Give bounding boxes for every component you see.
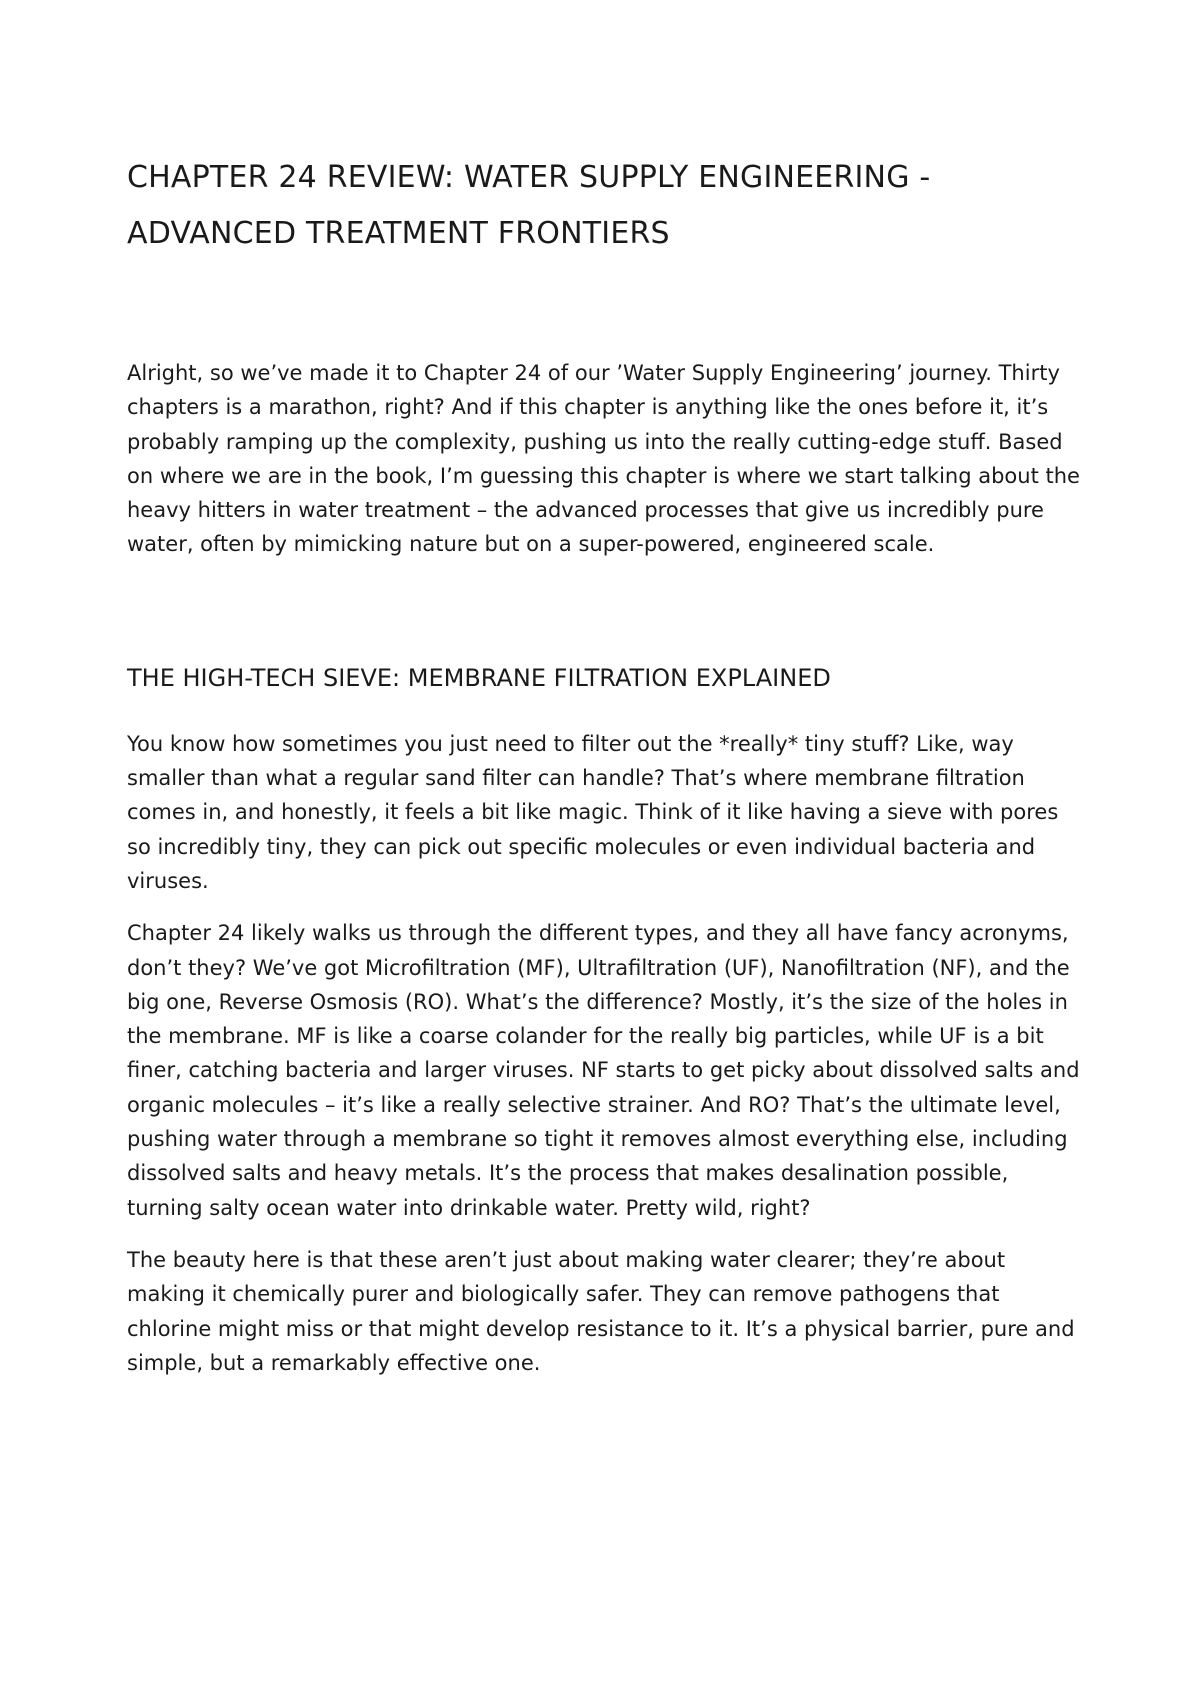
body-paragraph: The beauty here is that these aren’t just about making water clearer; they’re about making it chemically purer and biologically safer. They can remove pathogens that chlorine might miss or that might develop resistance to it. It’s a physical barrier, pure and simple, but a remarkably effective one. (127, 1247, 1075, 1375)
chapter-title: CHAPTER 24 REVIEW: WATER SUPPLY ENGINEERING - ADVANCED TREATMENT FRONTIERS (127, 160, 931, 251)
document-body (127, 150, 1087, 1398)
section-heading: THE HIGH-TECH SIEVE: MEMBRANE FILTRATION EXPLAINED (127, 663, 831, 692)
body-paragraph: Chapter 24 likely walks us through the different types, and they all have fancy acronyms, don’t they? We’ve got Microfiltration (MF), Ultrafiltration (UF), Nanofiltration (NF), and the big one, Reverse Osmosis (RO). What’s the difference? Mostly, it’s the size of the holes in the membrane. MF is like a coarse colander for the really big particles, while UF is a bit finer, catching bacteria and larger viruses. NF starts to get picky about dissolved salts and organic molecules – it’s like a really selective strainer. And RO? That’s the ultimate level, pushing water through a membrane so tight it removes almost everything else, including dissolved salts and heavy metals. It’s the process that makes desalination possible, turning salty ocean water into drinkable water. Pretty wild, right? (127, 921, 1080, 1220)
intro-paragraph: Alright, so we’ve made it to Chapter 24 of our ’Water Supply Engineering’ journey. Thirty chapters is a marathon, right? And if this chapter is anything like the ones before it, it’s probably ramping up the complexity, pushing us into the really cutting-edge stuff. Based on where we are in the book, I’m guessing this chapter is where we start talking about the heavy hitters in water treatment – the advanced processes that give us incredibly pure water, often by mimicking nature but on a super-powered, engineered scale. (127, 361, 1080, 557)
body-paragraph: You know how sometimes you just need to filter out the *really* tiny stuff? Like, way smaller than what a regular sand filter can handle? That’s where membrane filtration comes in, and honestly, it feels a bit like magic. Think of it like having a sieve with pores so incredibly tiny, they can pick out specific molecules or even individual bacteria and viruses. (127, 731, 1059, 893)
